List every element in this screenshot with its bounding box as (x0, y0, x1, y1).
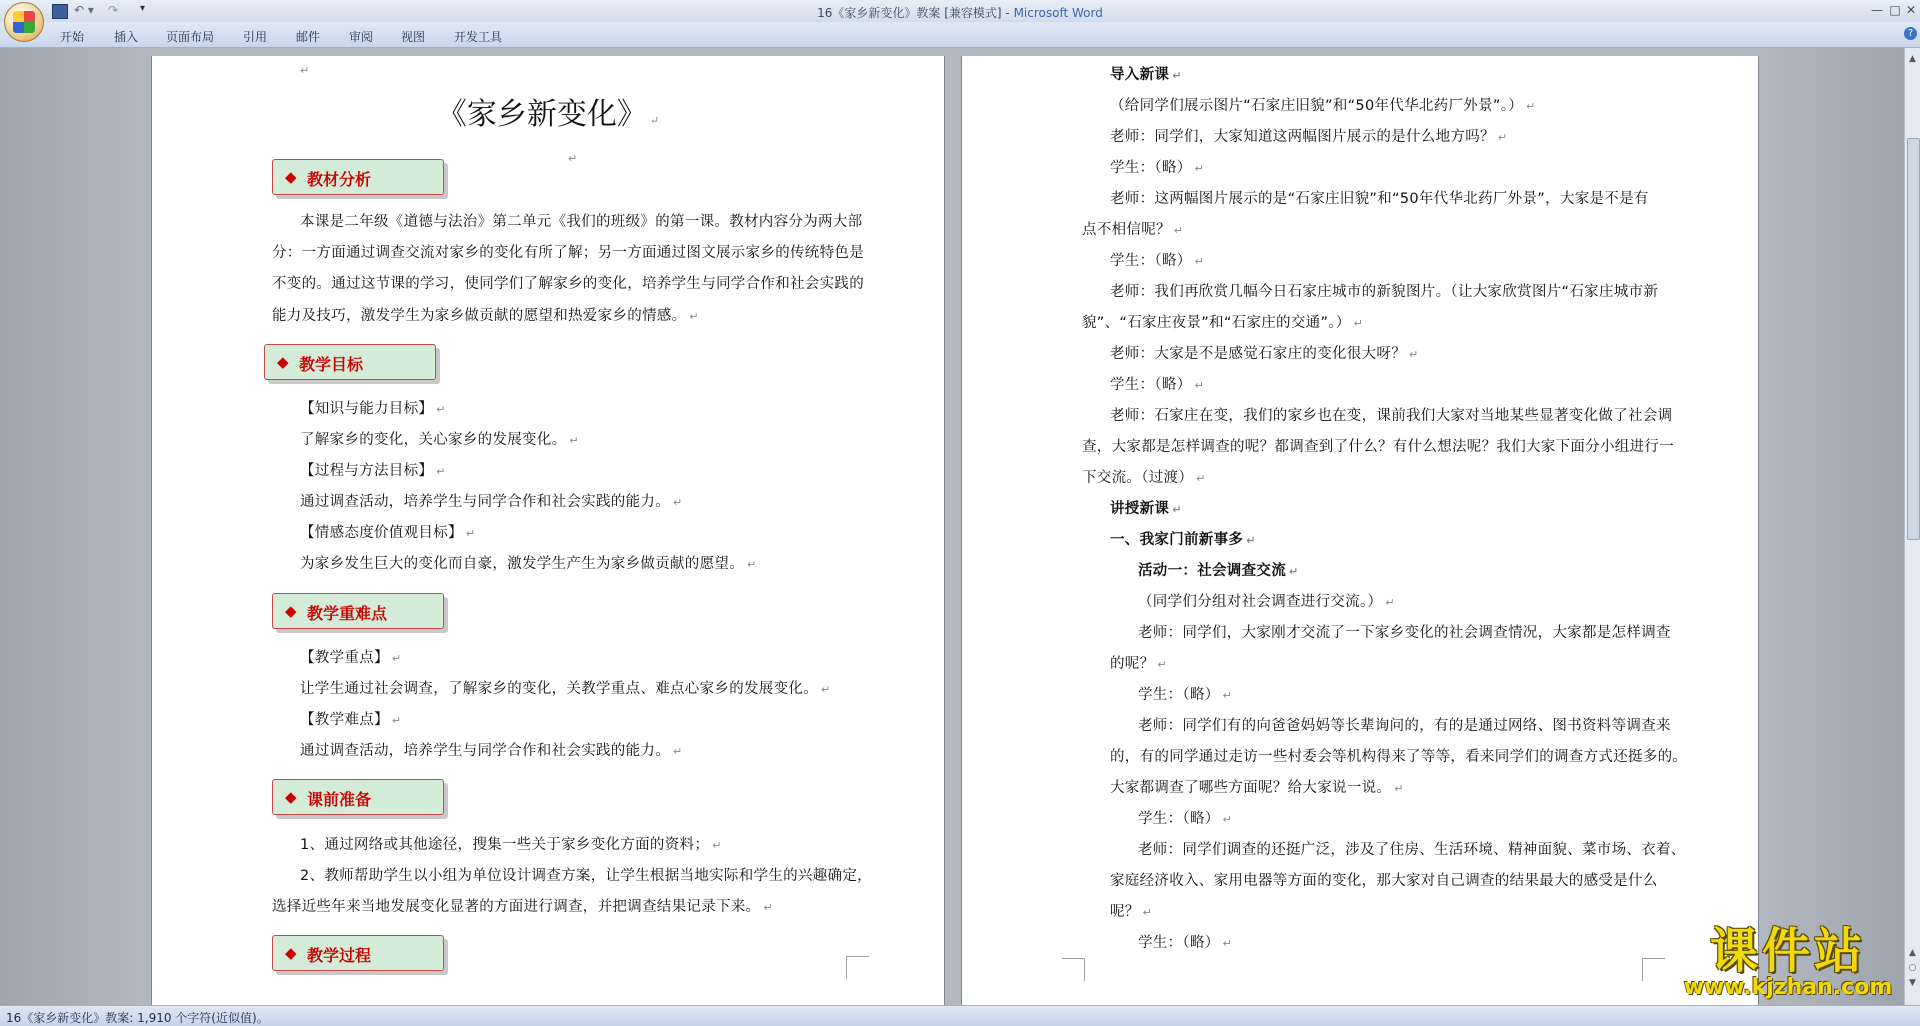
diamond-bullet-icon: ◆ (285, 788, 297, 806)
undo-button[interactable]: ↶ ▾ (74, 3, 94, 17)
paragraph: 【情感态度价值观目标】 ↵ (300, 525, 476, 541)
scrollbar-thumb[interactable] (1907, 138, 1920, 540)
diamond-bullet-icon: ◆ (277, 353, 289, 371)
paragraph: 本课是二年级《道德与法治》第二单元《我们的班级》的第一课。教材内容分为两大部 (300, 214, 863, 230)
status-bar (0, 1005, 1920, 1026)
browse-object-icon[interactable]: ○ (1908, 963, 1917, 973)
paragraph: 为家乡发生巨大的变化而自豪，激发学生产生为家乡做贡献的愿望。 ↵ (300, 556, 757, 572)
app-name: Microsoft Word (1013, 6, 1103, 20)
paragraph: 下交流。（过渡） ↵ (1082, 470, 1206, 486)
margin-corner-mark (1062, 958, 1085, 981)
diamond-bullet-icon: ◆ (285, 168, 297, 186)
paragraph: 家庭经济收入、家用电器等方面的变化，那大家对自己调查的结果最大的感受是什么 (1110, 873, 1658, 889)
paragraph: 老师：同学们有的向爸爸妈妈等长辈询问的，有的是通过网络、图书资料等调查来 (1138, 718, 1671, 734)
office-logo-icon (13, 11, 35, 33)
tab-references[interactable]: 引用 (243, 30, 268, 44)
paragraph: 老师：我们再欣赏几幅今日石家庄城市的新貌图片。（让大家欣赏图片“石家庄城市新 (1110, 284, 1659, 300)
paragraph: 老师：同学们，大家刚才交流了一下家乡变化的社会调查情况，大家都是怎样调查 (1138, 625, 1671, 641)
heading-text: 教学过程 (307, 946, 372, 965)
paragraph: 老师：同学们调查的还挺广泛，涉及了住房、生活环境、精神面貌、菜市场、衣着、 (1138, 842, 1686, 858)
help-icon[interactable]: ? (1904, 27, 1917, 40)
paragraph: 通过调查活动，培养学生与同学合作和社会实践的能力。 ↵ (300, 743, 683, 759)
tab-insert[interactable]: 插入 (114, 30, 139, 44)
paragraph: 老师：这两幅图片展示的是“石家庄旧貌”和“50年代华北药厂外景”，大家是不是有 (1110, 191, 1649, 207)
paragraph: 能力及技巧，激发学生为家乡做贡献的愿望和热爱家乡的情感。 ↵ (272, 308, 699, 324)
document-title: 《家乡新变化》 ↵ (436, 97, 660, 132)
paragraph-heading: 导入新课 ↵ (1110, 67, 1182, 83)
tab-view[interactable]: 视图 (401, 30, 426, 44)
document-title-text: 《家乡新变化》 (436, 97, 647, 132)
minimize-button[interactable]: — (1871, 3, 1883, 17)
prev-page-icon[interactable]: ▲ (1909, 948, 1916, 958)
title-bar (0, 0, 1920, 22)
paragraph: 了解家乡的变化，关心家乡的发展变化。 ↵ (300, 432, 579, 448)
window-title (0, 4, 1920, 21)
paragraph: 【过程与方法目标】 ↵ (300, 463, 446, 479)
diamond-bullet-icon: ◆ (285, 944, 297, 962)
document-name: 16《家乡新变化》教案 [兼容模式] - (817, 6, 1014, 20)
heading-text: 教学重难点 (307, 604, 388, 623)
watermark-title: 课件站 (1709, 923, 1866, 979)
tab-review[interactable]: 审阅 (349, 30, 374, 44)
paragraph: 学生：（略） ↵ (1138, 687, 1233, 703)
paragraph: 让学生通过社会调查，了解家乡的变化，关教学重点、难点心家乡的发展变化。 ↵ (300, 681, 831, 697)
paragraph-heading: 活动一：社会调查交流 ↵ (1138, 563, 1299, 579)
tab-developer[interactable]: 开发工具 (454, 30, 503, 44)
heading-key-points (272, 593, 444, 629)
document-page-left[interactable] (152, 56, 944, 1005)
paragraph: （给同学们展示图片“石家庄旧貌”和“50年代华北药厂外景”。） ↵ (1110, 98, 1536, 114)
paragraph: 通过调查活动，培养学生与同学合作和社会实践的能力。 ↵ (300, 494, 683, 510)
paragraph: 【教学重点】 ↵ (300, 650, 402, 666)
paragraph: 【知识与能力目标】 ↵ (300, 401, 446, 417)
word-count-status[interactable]: 16《家乡新变化》教案: 1,910 个字符(近似值)。 (6, 1011, 269, 1025)
close-button[interactable]: ✕ (1905, 3, 1917, 17)
paragraph: 学生：（略） ↵ (1138, 935, 1233, 951)
watermark-logo (1668, 925, 1908, 1001)
paragraph-mark: ↵ (568, 152, 578, 165)
document-page-right[interactable] (962, 56, 1758, 1005)
paragraph-heading: 讲授新课 ↵ (1110, 501, 1182, 517)
redo-button[interactable]: ↷ (108, 3, 119, 17)
paragraph-mark: ↵ (300, 64, 310, 77)
heading-text: 教学目标 (299, 355, 364, 374)
margin-corner-mark (846, 956, 869, 979)
paragraph: 学生：（略） ↵ (1110, 160, 1205, 176)
paragraph: 老师：大家是不是感觉石家庄的变化很大呀？ ↵ (1110, 346, 1419, 362)
watermark-url: www.kjzhan.com (1683, 975, 1893, 1000)
paragraph: 学生：（略） ↵ (1138, 811, 1233, 827)
tab-home[interactable]: 开始 (60, 30, 85, 44)
heading-preparation (272, 779, 444, 815)
heading-teaching-process (272, 935, 444, 971)
paragraph: 老师：石家庄在变，我们的家乡也在变，课前我们大家对当地某些显著变化做了社会调 (1110, 408, 1673, 424)
paragraph: 学生：（略） ↵ (1110, 253, 1205, 269)
scroll-up-icon[interactable]: ▲ (1909, 54, 1916, 64)
heading-text: 教材分析 (307, 170, 372, 189)
paragraph: 不变的。通过这节课的学习，使同学们了解家乡的变化，培养学生与同学合作和社会实践的 (272, 276, 864, 292)
paragraph: 的，有的同学通过走访一些村委会等机构得来了等等，看来同学们的调查方式还挺多的。 (1110, 749, 1688, 765)
tab-page-layout[interactable]: 页面布局 (166, 30, 215, 44)
paragraph: 点不相信呢？ ↵ (1082, 222, 1184, 238)
paragraph: （同学们分组对社会调查进行交流。） ↵ (1138, 594, 1395, 610)
customize-quick-access-button[interactable]: ▾ (140, 3, 146, 14)
heading-textbook-analysis (272, 159, 444, 195)
paragraph: 分：一方面通过调查交流对家乡的变化有所了解；另一方面通过图文展示家乡的传统特色是 (272, 245, 864, 261)
vertical-scrollbar[interactable] (1904, 48, 1920, 1005)
paragraph: 老师：同学们，大家知道这两幅图片展示的是什么地方吗？ ↵ (1110, 129, 1508, 145)
paragraph: 选择近些年来当地发展变化显著的方面进行调查，并把调查结果记录下来。 ↵ (272, 899, 773, 915)
ribbon-tab-bar (0, 22, 1920, 48)
paragraph: 查，大家都是怎样调查的呢？都调查到了什么？有什么想法呢？我们大家下面分小组进行一 (1082, 439, 1674, 455)
tab-mailings[interactable]: 邮件 (296, 30, 321, 44)
heading-teaching-goals (264, 344, 436, 380)
margin-corner-mark (1642, 958, 1665, 981)
next-page-icon[interactable]: ▼ (1909, 978, 1916, 988)
heading-text: 课前准备 (307, 790, 372, 809)
maximize-button[interactable]: □ (1889, 3, 1901, 17)
paragraph-heading: 一、我家门前新事多 ↵ (1110, 532, 1256, 548)
paragraph: 呢？ ↵ (1110, 904, 1153, 920)
paragraph: 学生：（略） ↵ (1110, 377, 1205, 393)
diamond-bullet-icon: ◆ (285, 602, 297, 620)
paragraph: 【教学难点】 ↵ (300, 712, 402, 728)
paragraph: 2、教师帮助学生以小组为单位设计调查方案，让学生根据当地实际和学生的兴趣确定， (300, 868, 872, 884)
paragraph: 的呢？ ↵ (1110, 656, 1167, 672)
paragraph: 貌”、“石家庄夜景”和“石家庄的交通”。） ↵ (1082, 315, 1364, 331)
paragraph: 1、通过网络或其他途径，搜集一些关于家乡变化方面的资料； ↵ (300, 837, 722, 853)
office-button[interactable] (4, 2, 44, 42)
paragraph: 大家都调查了哪些方面呢？给大家说一说。 ↵ (1110, 780, 1404, 796)
